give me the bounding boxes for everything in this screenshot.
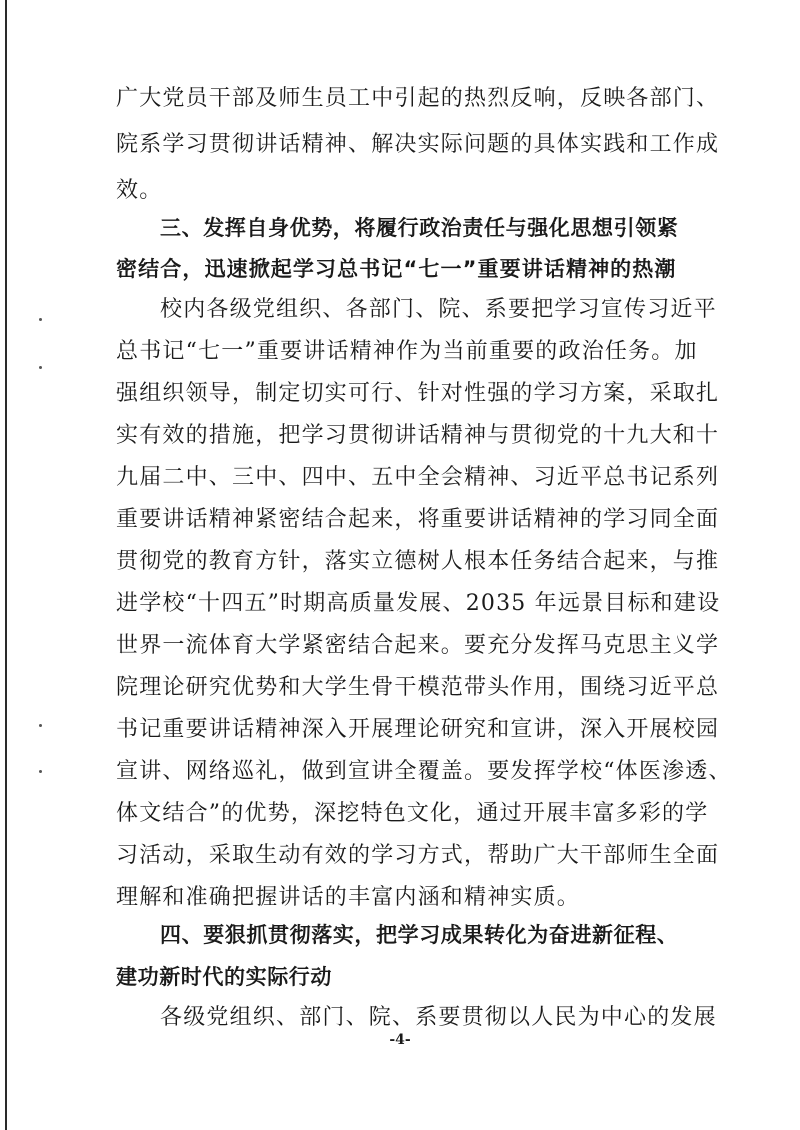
body-line: 宣讲、网络巡礼，做到宣讲全覆盖。要发挥学校“体医渗透、 <box>116 759 732 784</box>
section-heading-3-line-1: 三、发挥自身优势，将履行政治责任与强化思想引领紧 <box>160 216 679 240</box>
body-line: 重要讲话精神紧密结合起来，将重要讲话精神的学习同全面 <box>116 507 720 532</box>
body-line: 院理论研究优势和大学生骨干模范带头作用，围绕习近平总 <box>116 675 720 700</box>
body-line: 院系学习贯彻讲话精神、解决实际问题的具体实践和工作成 <box>116 132 720 157</box>
body-line: 校内各级党组织、各部门、院、系要把学习宣传习近平 <box>160 297 717 322</box>
page-number: -4- <box>389 1032 411 1048</box>
body-line: 世界一流体育大学紧密结合起来。要充分发挥马克思主义学 <box>116 633 720 658</box>
scan-speck <box>39 366 42 369</box>
body-line: 九届二中、三中、四中、五中全会精神、习近平总书记系列 <box>116 465 720 490</box>
body-line: 各级党组织、部门、院、系要贯彻以人民为中心的发展 <box>160 1005 717 1030</box>
body-line: 贯彻党的教育方针，落实立德树人根本任务结合起来，与推 <box>116 549 720 574</box>
scan-speck <box>39 318 42 321</box>
body-line: 实有效的措施，把学习贯彻讲话精神与贯彻党的十九大和十 <box>116 423 720 448</box>
body-line: 广大党员干部及师生员工中引起的热烈反响，反映各部门、 <box>116 86 720 111</box>
body-line: 总书记“七一”重要讲话精神作为当前重要的政治任务。加 <box>116 339 698 364</box>
body-line: 体文结合”的优势，深挖特色文化，通过开展丰富多彩的学 <box>116 801 709 826</box>
scan-speck <box>39 724 42 727</box>
body-line: 理解和准确把握讲话的丰富内涵和精神实质。 <box>116 885 581 910</box>
body-line: 习活动，采取生动有效的学习方式，帮助广大干部师生全面 <box>116 843 720 868</box>
body-line: 书记重要讲话精神深入开展理论研究和宣讲，深入开展校园 <box>116 717 720 742</box>
binding-edge-line <box>5 0 7 1130</box>
section-heading-4-line-1: 四、要狠抓贯彻落实，把学习成果转化为奋进新征程、 <box>160 923 679 947</box>
section-heading-3-line-2: 密结合，迅速掀起学习总书记“七一”重要讲话精神的热潮 <box>116 257 676 281</box>
section-heading-4-line-2: 建功新时代的实际行动 <box>116 965 332 989</box>
body-line: 强组织领导，制定切实可行、针对性强的学习方案，采取扎 <box>116 381 720 406</box>
body-line: 进学校“十四五”时期高质量发展、2035 年远景目标和建设 <box>116 591 721 616</box>
scan-speck <box>39 770 42 773</box>
body-line: 效。 <box>116 178 163 203</box>
